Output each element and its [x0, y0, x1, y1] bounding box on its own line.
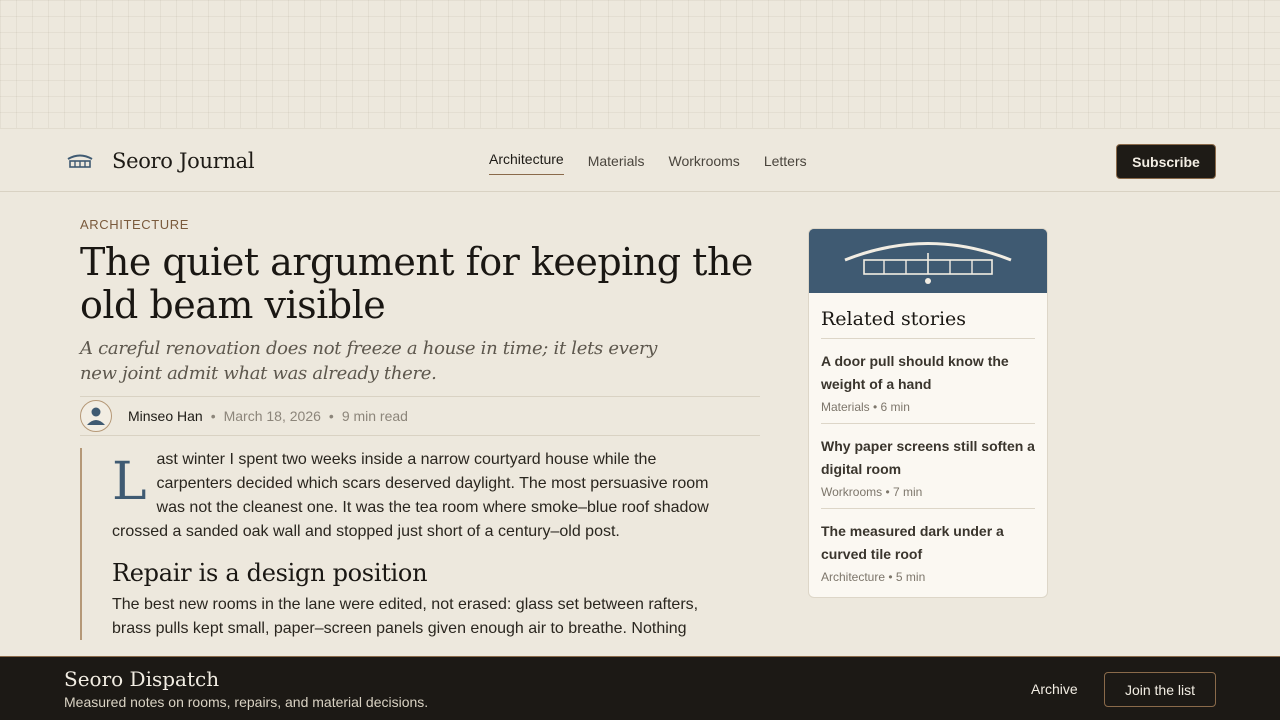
nav-letters[interactable]: Letters	[763, 153, 807, 169]
main-nav	[489, 129, 831, 193]
paragraph: ast winter I spent two weeks inside a narrow courtyard house while the carpenters decided which scars deserved daylight. The most persuasive room was not the cleanest one. It was the tea room where smoke–blue roof shadow crossed a sanded oak wall and stopped just short of a century–old post.	[112, 451, 709, 540]
publish-date: March 18, 2026	[223, 408, 321, 424]
dispatch-title: Seoro Dispatch	[64, 667, 220, 691]
person-icon	[81, 401, 111, 431]
subscribe-button[interactable]: Subscribe	[1116, 144, 1216, 179]
roof-beam-illustration	[809, 229, 1047, 293]
related-story-meta: Architecture • 5 min	[821, 570, 926, 584]
byline	[80, 396, 760, 436]
roof-arch-icon[interactable]	[66, 153, 94, 171]
read-time: 9 min read	[341, 408, 408, 424]
top-grid-band	[0, 0, 1280, 128]
drop-cap: L	[112, 452, 147, 512]
article-title: The quiet argument for keeping the old beam visible	[80, 240, 753, 327]
nav-materials[interactable]: Materials	[587, 153, 645, 169]
meta-separator: •	[328, 408, 334, 424]
related-story-title[interactable]: Why paper screens still soften a digital room	[821, 438, 1035, 477]
related-story-meta: Workrooms • 7 min	[821, 485, 923, 499]
related-story[interactable]	[821, 424, 1035, 509]
archive-link[interactable]: Archive	[1031, 681, 1078, 697]
site-header	[0, 128, 1280, 192]
dispatch-subtitle: Measured notes on rooms, repairs, and material decisions.	[64, 694, 429, 710]
paragraph: The best new rooms in the lane were edited, not erased: glass set between rafters, brass pulls kept small, paper–screen panels given enough air to breathe. Nothing	[112, 596, 699, 637]
nav-architecture[interactable]: Architecture	[489, 129, 564, 175]
related-story[interactable]	[821, 339, 1035, 424]
article-dek: A careful renovation does not freeze a house in time; it lets every new joint admit what was already there.	[80, 338, 658, 384]
related-story-meta: Materials • 6 min	[821, 400, 910, 414]
section-heading: Repair is a design position	[112, 559, 428, 587]
join-list-button[interactable]: Join the list	[1104, 672, 1216, 707]
nav-workrooms[interactable]: Workrooms	[668, 153, 740, 169]
avatar	[80, 400, 112, 432]
dispatch-bar	[0, 656, 1280, 720]
meta-separator: •	[210, 408, 216, 424]
article-body	[80, 448, 760, 640]
related-heading: Related stories	[821, 308, 1035, 339]
related-story-title[interactable]: A door pull should know the weight of a hand	[821, 353, 1009, 392]
brand-name[interactable]: Seoro Journal	[112, 149, 255, 173]
article-kicker[interactable]: ARCHITECTURE	[80, 217, 190, 232]
related-story[interactable]	[821, 509, 1035, 593]
related-stories-card	[808, 228, 1048, 598]
related-story-title[interactable]: The measured dark under a curved tile roof	[821, 523, 1004, 562]
author-name[interactable]: Minseo Han	[128, 408, 203, 424]
